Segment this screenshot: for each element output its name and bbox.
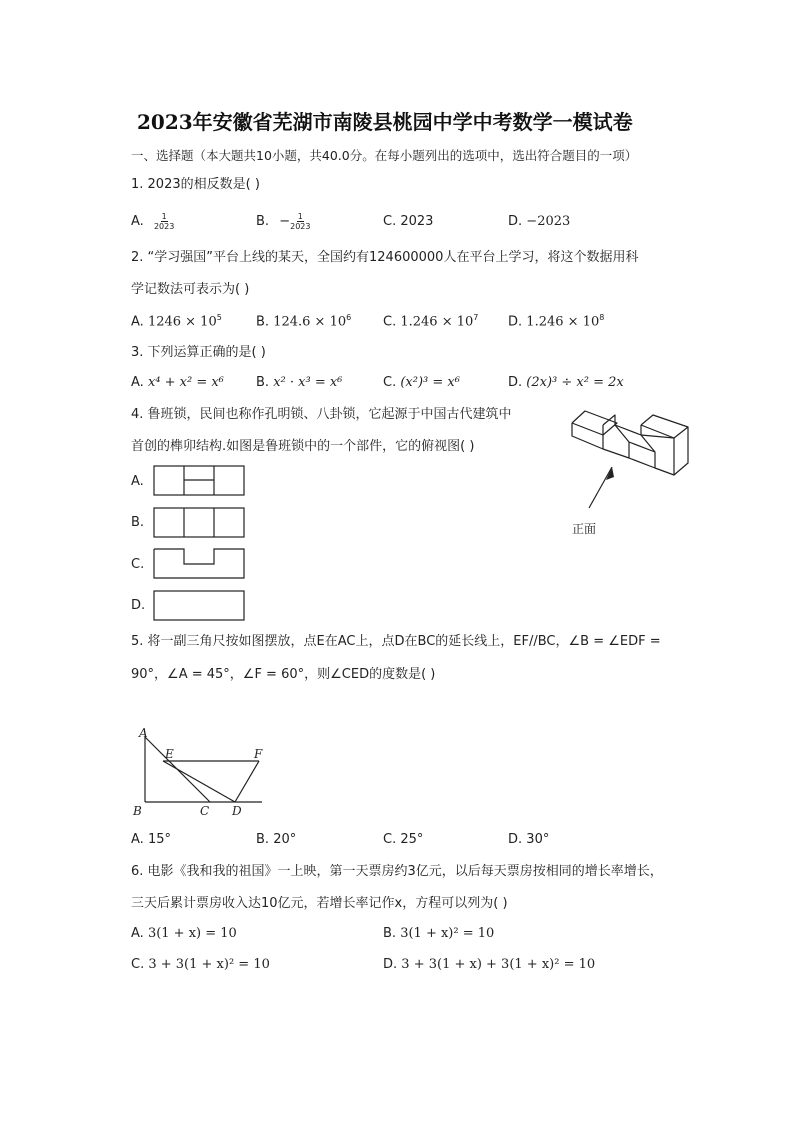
q1-option-a: A. $\frac{1}{2023}$ [131,212,175,231]
front-view-label: 正面 [572,522,597,536]
q5-option-a: A. 15° [131,832,171,847]
q4-option-c-figure [153,548,245,580]
question-5-stem-line1: 5. 将一副三角尺按如图摆放，点E在AC上，点D在BC的延长线上，EF//BC，∠B = ∠EDF = [131,634,661,649]
q4-option-a-figure [153,465,245,497]
q2-option-d: D. $1.246 \times 10^8$ [508,313,605,330]
question-3-stem: 3. 下列运算正确的是( ) [131,345,266,360]
q6-option-d: D. 3 + 3(1 + x) + 3(1 + x)² = 10 [383,957,596,972]
point-a-label: A [139,726,148,740]
q2-option-b: B. $124.6 \times 10^6$ [256,313,352,330]
point-e-label: E [165,747,174,761]
q5-option-c: C. 25° [383,832,424,847]
question-4-stem-line1: 4. 鲁班锁，民间也称作孔明锁、八卦锁，它起源于中国古代建筑中 [131,407,512,422]
question-6-stem-line1: 6. 电影《我和我的祖国》一上映，第一天票房约3亿元，以后每天票房按相同的增长率增长， [131,864,663,879]
q4-option-d-label: D. [131,598,146,613]
q1-option-b: B. − $\frac{1}{2023}$ [256,212,311,231]
page-title: 2023年安徽省芜湖市南陵县桃园中学中考数学一模试卷 [137,110,633,134]
q4-option-b-figure [153,507,245,539]
triangle-figure [130,725,270,820]
question-4-stem-line2: 首创的榫卯结构.如图是鲁班锁中的一个部件，它的俯视图( ) [131,439,475,454]
question-2-stem-line2: 学记数法可表示为( ) [131,282,250,297]
question-6-stem-line2: 三天后累计票房收入达10亿元，若增长率记作x，方程可以列为( ) [131,896,508,911]
q6-option-a: A. 3(1 + x) = 10 [131,926,237,941]
q3-option-d: D. (2x)³ ÷ x² = 2x [508,375,624,390]
point-b-label: B [133,804,142,818]
q4-option-d-figure [153,590,245,622]
q4-option-a-label: A. [131,474,144,489]
point-c-label: C [200,804,210,818]
q3-option-a: A. x⁴ + x² = x⁶ [131,375,224,390]
q6-option-c: C. 3 + 3(1 + x)² = 10 [131,957,270,972]
q1-option-c: C. 2023 [383,214,434,229]
q5-option-d: D. 30° [508,832,550,847]
q4-option-c-label: C. [131,557,145,572]
section-heading: 一、选择题（本大题共10小题，共40.0分。在每小题列出的选项中，选出符合题目的一项） [131,148,638,163]
q5-option-b: B. 20° [256,832,297,847]
point-f-label: F [254,747,263,761]
question-1-stem: 1. 2023的相反数是( ) [131,177,260,192]
point-d-label: D [232,804,242,818]
q2-option-a: A. $1246 \times 10^5$ [131,313,222,330]
q2-option-c: C. $1.246 \times 10^7$ [383,313,479,330]
q6-option-b: B. 3(1 + x)² = 10 [383,926,495,941]
luban-lock-figure [568,405,693,525]
question-5-stem-line2: 90°，∠A = 45°，∠F = 60°，则∠CED的度数是( ) [131,667,436,682]
q3-option-c: C. (x²)³ = x⁶ [383,375,460,390]
question-2-stem-line1: 2. “学习强国”平台上线的某天，全国约有124600000人在平台上学习，将这个数据用科 [131,250,639,265]
q3-option-b: B. x² · x³ = x⁶ [256,375,343,390]
q1-option-d: D. −2023 [508,214,571,229]
q4-option-b-label: B. [131,515,145,530]
